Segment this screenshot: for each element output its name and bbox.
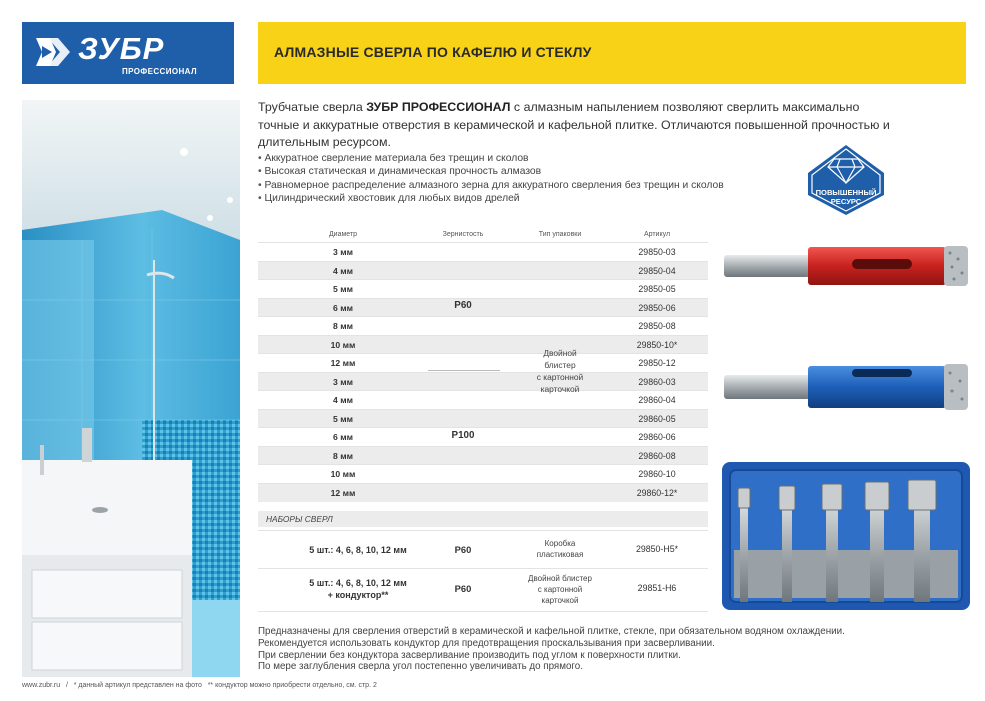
- table-row: [258, 464, 708, 484]
- set-row: 5 шт.: 4, 6, 8, 10, 12 мм + кондуктор** P60 Двойной блистер с картонной карточкой 29851-H6: [258, 568, 708, 612]
- diameter-cell: 4 мм: [333, 265, 353, 276]
- article-cell: 29850-03: [638, 247, 676, 257]
- brand-arrow-icon: [34, 32, 72, 72]
- diameter-cell: 3 мм: [333, 376, 353, 387]
- table-row: [258, 242, 708, 262]
- feature-item: • Равномерное распределение алмазного зерна для аккуратного сверления без трещин и сколов: [258, 179, 818, 192]
- diameter-cell: 8 мм: [333, 321, 353, 331]
- svg-text:ПОВЫШЕННЫЙ: ПОВЫШЕННЫЙ: [815, 188, 877, 197]
- article-cell: 29850-12: [638, 358, 676, 368]
- article-cell: 29850-05: [638, 284, 676, 294]
- table-row: [258, 261, 708, 281]
- col-diameter-header: Диаметр: [328, 231, 358, 238]
- note-line: Предназначены для сверления отверстий в керамической и кафельной плитке, стекле, при обязательном водяном охлаждении.: [258, 626, 845, 637]
- diameter-cell: 5 мм: [333, 413, 353, 424]
- article-cell: 29860-08: [638, 450, 676, 461]
- diameter-cell: 10 мм: [330, 339, 356, 350]
- diameter-cell: 3 мм: [333, 247, 353, 257]
- set-row: 5 шт.: 4, 6, 8, 10, 12 мм P60 Коробка пластиковая 29850-H5*: [258, 530, 708, 569]
- diameter-cell: 5 мм: [333, 284, 353, 294]
- article-cell: 29860-04: [638, 395, 676, 405]
- blue-drill-image: [722, 361, 970, 413]
- article-cell: 29850-06: [638, 302, 676, 313]
- table-row: [258, 279, 708, 299]
- note-line: При сверлении без кондуктора засверливание производить под углом к поверхности плитки.: [258, 649, 681, 661]
- grit-p100: P100: [451, 430, 475, 441]
- article-cell: 29860-06: [638, 432, 676, 442]
- brand-logo: [22, 22, 234, 84]
- pack-type: Двойной блистер с картонной карточкой: [536, 348, 584, 394]
- diameter-cell: 10 мм: [330, 469, 356, 479]
- table-row: [258, 372, 708, 392]
- intro-paragraph: Трубчатые сверла ЗУБР ПРОФЕССИОНАЛ с алмазным напылением позволяют сверлить максимально точные и аккуратные отверстия в керамической и кафельной плитке. Отличаются повышенной прочностью и длительным ресурсом.: [258, 100, 890, 149]
- article-cell: 29860-03: [638, 376, 676, 387]
- article-cell: 29860-10: [638, 469, 676, 479]
- title-banner: [258, 22, 966, 84]
- diameter-cell: 12 мм: [330, 358, 356, 368]
- feature-item: • Аккуратное сверление материала без трещин и сколов: [258, 152, 818, 165]
- intro-brand: ЗУБР ПРОФЕССИОНАЛ: [366, 100, 511, 114]
- grit-divider: [428, 370, 500, 371]
- drill-set-box-image: [722, 462, 970, 610]
- table-row: [258, 390, 708, 410]
- article-cell: 29860-05: [638, 413, 676, 424]
- table-row: [258, 335, 708, 355]
- feature-item: • Цилиндрический хвостовик для любых видов дрелей: [258, 192, 818, 205]
- table-row: [258, 316, 708, 336]
- usage-notes: [258, 626, 898, 673]
- brand-name: ЗУБР: [78, 31, 165, 66]
- col-pack-header: Тип упаковки: [538, 231, 582, 238]
- svg-text:РЕСУРС: РЕСУРС: [830, 197, 862, 206]
- table-row: [258, 409, 708, 429]
- diameter-cell: 8 мм: [333, 450, 353, 461]
- page-title: АЛМАЗНЫЕ СВЕРЛА ПО КАФЕЛЮ И СТЕКЛУ: [274, 44, 592, 60]
- table-row: [258, 483, 708, 503]
- article-cell: 29850-10*: [636, 339, 678, 350]
- diameter-cell: 6 мм: [333, 432, 353, 442]
- diameter-cell: 12 мм: [330, 487, 356, 498]
- increased-resource-badge: [806, 143, 886, 217]
- red-drill-image: [722, 243, 970, 288]
- table-row: [258, 446, 708, 466]
- grit-p60: P60: [454, 300, 472, 311]
- article-cell: 29850-04: [638, 265, 676, 276]
- col-article-header: Артикул: [643, 231, 671, 238]
- footer-text: www.zubr.ru / * данный артикул представлен на фото ** кондуктор можно приобрести отдельно, см. стр. 2: [22, 682, 377, 689]
- diameter-cell: 6 мм: [333, 302, 353, 313]
- bathroom-photo: [22, 100, 240, 677]
- brand-sub: ПРОФЕССИОНАЛ: [122, 67, 197, 76]
- diameter-cell: 4 мм: [333, 395, 353, 405]
- sets-header: НАБОРЫ СВЕРЛ: [258, 511, 708, 527]
- feature-list: [258, 152, 818, 206]
- col-grit-header: Зернистость: [442, 231, 484, 238]
- feature-item: • Высокая статическая и динамическая прочность алмазов: [258, 165, 818, 178]
- note-line: По мере заглубления сверла угол постепенно увеличивать до прямого.: [258, 661, 583, 673]
- article-cell: 29850-08: [638, 321, 676, 331]
- note-line: Рекомендуется использовать кондуктор для предотвращения проскальзывания при засверливании.: [258, 637, 715, 649]
- article-cell: 29860-12*: [636, 487, 678, 498]
